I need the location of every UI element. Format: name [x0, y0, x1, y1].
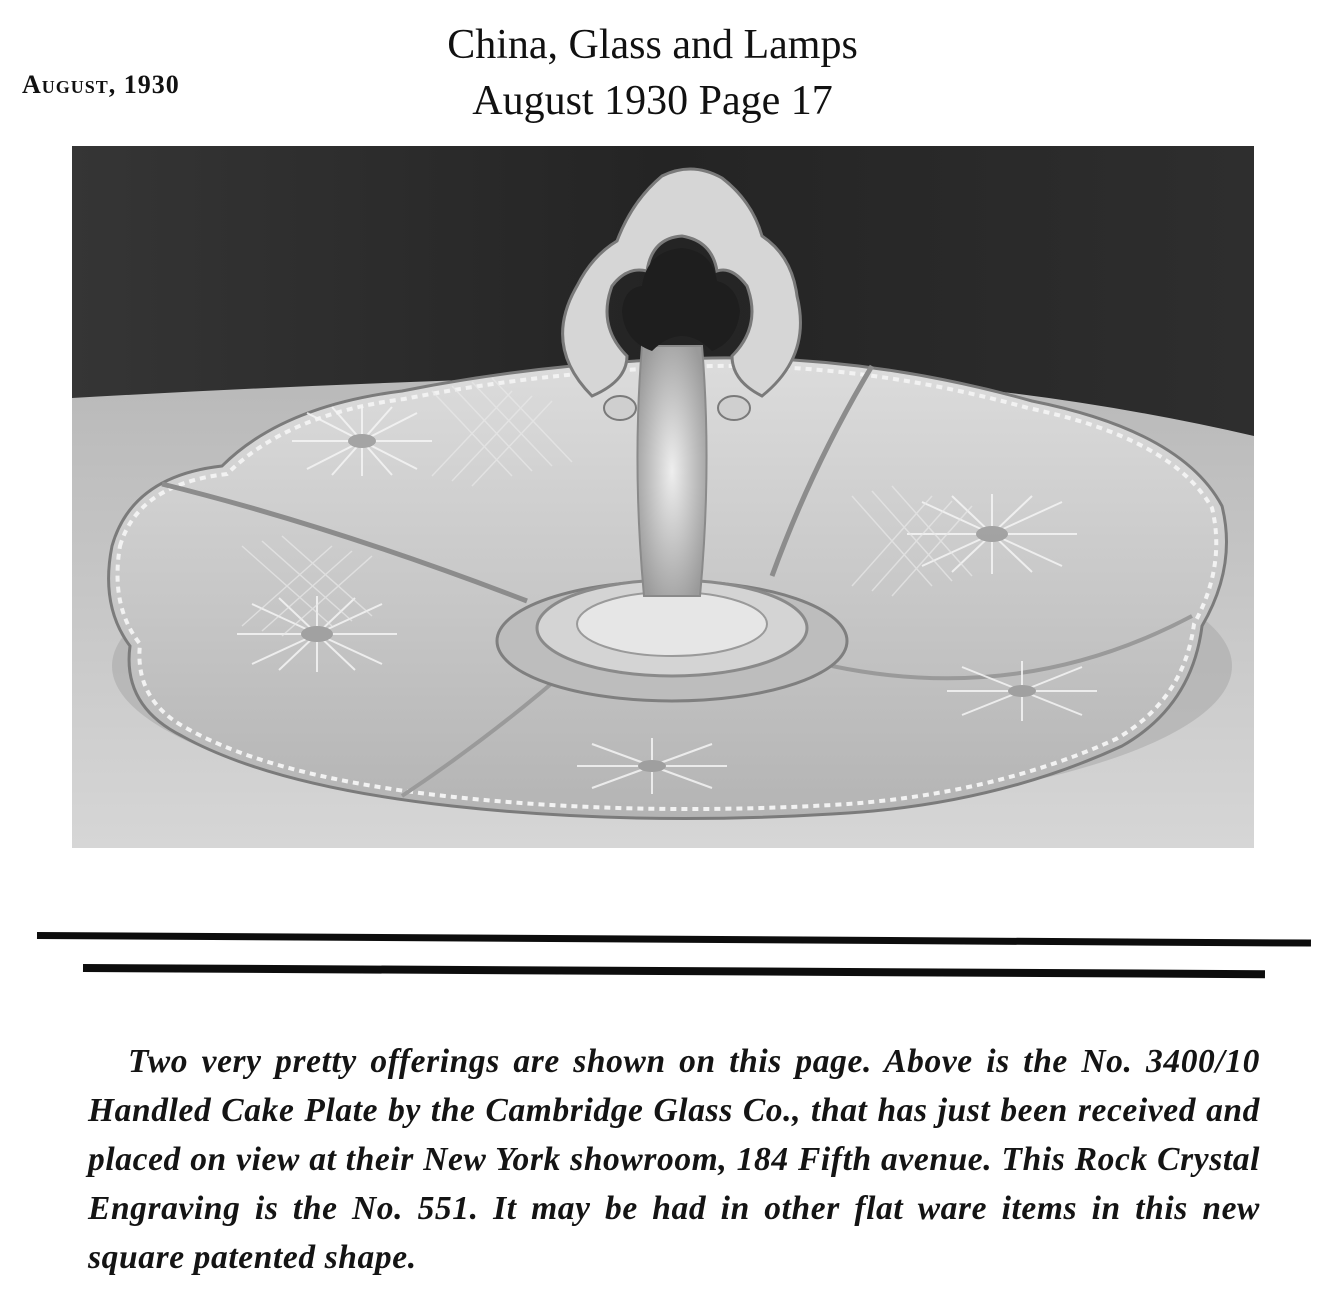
issue-date: August, 1930 [22, 70, 180, 99]
top-divider-rule [37, 932, 1311, 947]
bottom-divider-rule [83, 964, 1265, 978]
product-photo [72, 146, 1254, 848]
handle-knob-right [718, 396, 750, 420]
cake-plate-illustration [72, 146, 1254, 848]
publication-title: China, Glass and Lamps [447, 22, 858, 68]
handle-stem [637, 346, 706, 596]
caption-paragraph: Two very pretty offerings are shown on this page. Above is the No. 3400/10 Handled Cake Plate by the Cambridge Glass Co., that has just been received and placed on view at their New York showroom, 184 Fifth avenue. This Rock Crystal Engraving is the No. 551. It may be had in other flat ware items in this new square patented shape. [88, 1042, 1260, 1276]
handle-knob-left [604, 396, 636, 420]
publication-page-reference: August 1930 Page 17 [472, 78, 833, 124]
